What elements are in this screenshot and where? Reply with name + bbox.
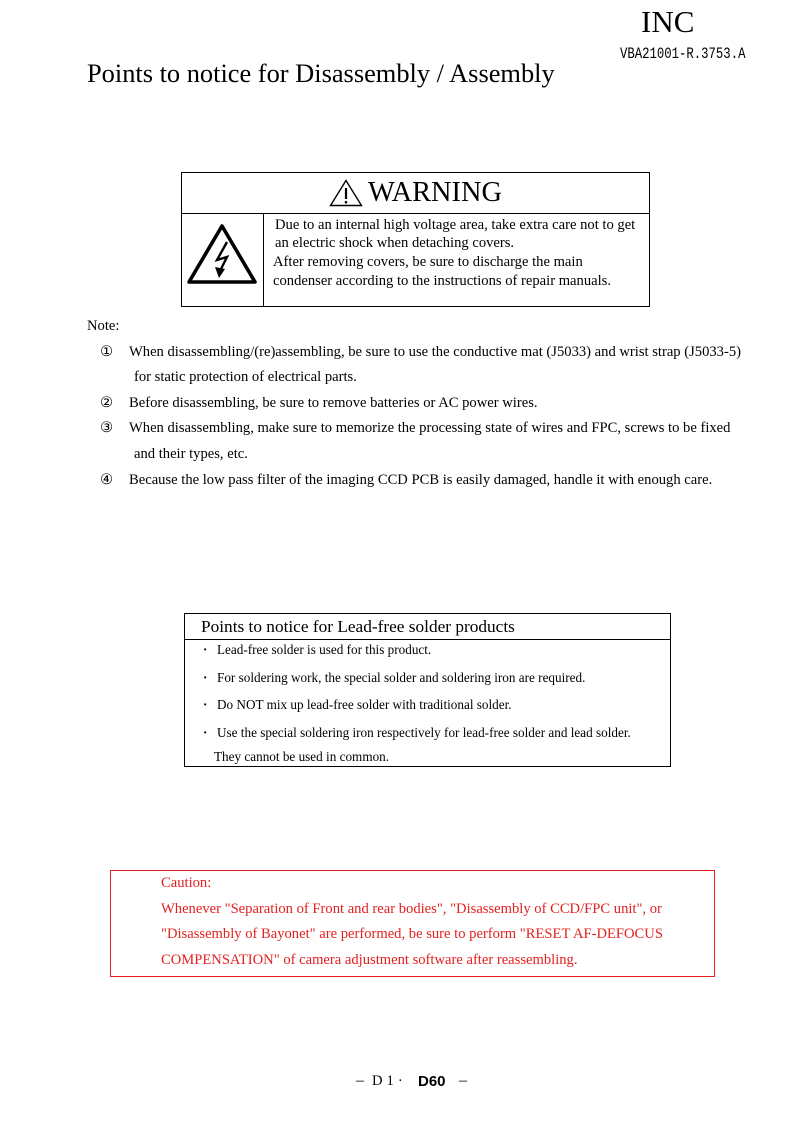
warning-line: Due to an internal high voltage area, take extra care not to get — [275, 217, 636, 233]
note-label: Note: — [87, 318, 120, 334]
company-mark: INC — [641, 4, 695, 39]
bullet: · — [203, 670, 208, 685]
lead-free-heading: Points to notice for Lead-free solder products — [201, 616, 515, 636]
footer-dash-right: – — [459, 1072, 467, 1089]
list-item-text: and their types, etc. — [134, 446, 248, 462]
bullet-text: Do NOT mix up lead-free solder with traditional solder. — [217, 697, 512, 712]
caution-line: Whenever "Separation of Front and rear bodies", "Disassembly of CCD/FPC unit", or — [161, 901, 662, 917]
list-marker: ④ — [100, 471, 114, 488]
bullet-text: They cannot be used in common. — [214, 749, 390, 764]
bullet: · — [203, 725, 208, 740]
warning-triangle-icon — [329, 179, 363, 207]
warning-line: condenser according to the instructions of repair manuals. — [273, 273, 611, 289]
model-name: D60 — [418, 1073, 446, 1090]
list-item-text: Because the low pass filter of the imaging CCD PCB is easily damaged, handle it with enough care. — [129, 472, 713, 488]
bullet-text: Use the special soldering iron respectively for lead-free solder and lead solder. — [217, 725, 631, 740]
warning-line: an electric shock when detaching covers. — [275, 235, 515, 251]
list-marker: ① — [100, 343, 114, 360]
list-marker: ② — [100, 394, 114, 411]
high-voltage-icon — [186, 222, 258, 286]
page-number: D1· — [372, 1073, 407, 1089]
list-item-text: for static protection of electrical parts. — [134, 369, 357, 385]
page-footer — [0, 1074, 793, 1094]
document-code: VBA21001-R.3753.A — [620, 44, 746, 64]
bullet-text: Lead-free solder is used for this product. — [217, 642, 432, 657]
caution-box — [110, 870, 715, 977]
list-marker: ③ — [100, 419, 114, 436]
warning-heading: WARNING — [367, 176, 503, 208]
bullet: · — [203, 642, 208, 657]
warning-line: After removing covers, be sure to discharge the main — [273, 254, 583, 270]
lead-free-box — [184, 613, 671, 767]
list-item-text: When disassembling, make sure to memorize the processing state of wires and FPC, screws to be fixed — [129, 420, 731, 436]
caution-line: COMPENSATION" of camera adjustment software after reassembling. — [161, 952, 578, 968]
page-title: Points to notice for Disassembly / Assembly — [87, 58, 555, 88]
bullet-text: For soldering work, the special solder and soldering iron are required. — [217, 670, 586, 685]
list-item-text: When disassembling/(re)assembling, be sure to use the conductive mat (J5033) and wrist strap (J5033-5) — [129, 344, 741, 360]
warning-icon-cell — [182, 214, 264, 306]
lead-free-header — [185, 614, 670, 640]
warning-box — [181, 172, 650, 307]
bullet: · — [203, 697, 208, 712]
list-item-text: Before disassembling, be sure to remove batteries or AC power wires. — [129, 395, 538, 411]
warning-header — [182, 173, 649, 214]
caution-label: Caution: — [161, 875, 212, 891]
footer-dash-left: – — [356, 1072, 364, 1089]
caution-line: "Disassembly of Bayonet" are performed, be sure to perform "RESET AF-DEFOCUS — [161, 926, 663, 942]
